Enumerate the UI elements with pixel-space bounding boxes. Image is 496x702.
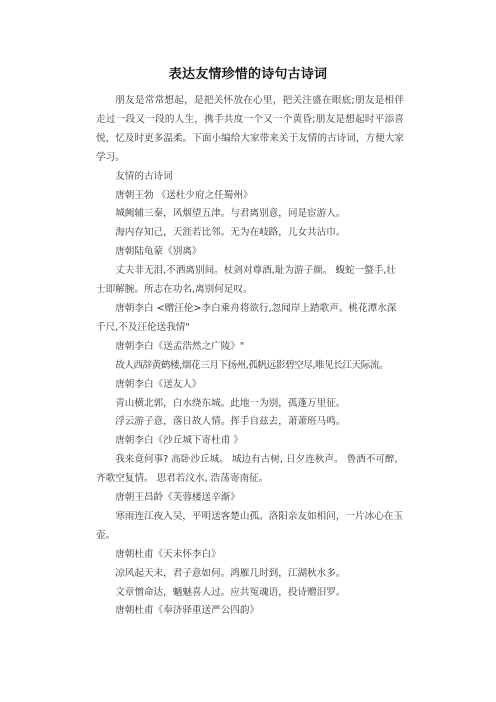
poem-line: 丈夫非无泪,不洒离别间。杖剑对尊酒,耻为游子颜。 蝮蛇一螫手,壮士即解腕。所志在功名,离别何足叹。 (96, 265, 397, 296)
poem-line: 海内存知己，天涯若比邻。无为在岐路，儿女共沾巾。 (115, 227, 346, 239)
poem-title: 唐朝杜甫《奉济驿重送严公四韵》 (115, 605, 260, 617)
document-title: 表达友情珍惜的诗句古诗词 (168, 67, 328, 82)
poem-title: 唐朝杜甫《天末怀李白》 (115, 548, 221, 560)
poem-line: 浮云游子意，落日故人情。挥手自兹去，萧萧班马鸣。 (115, 416, 346, 428)
poem-title: 唐朝李白《送孟浩然之广陵》" (115, 340, 245, 352)
poem-line: 我来竟何事? 高卧沙丘城。 城边有古树, 日夕连秋声。 鲁酒不可醉, 齐歌空复情。 思君若汶水, 浩荡寄南征。 (96, 454, 398, 485)
section-heading: 友情的古诗词 (115, 170, 173, 182)
document-body (96, 92, 404, 621)
poem-line: 文章憎命达，魑魅喜人过。应共冤魂语，投诗赠汨罗。 (115, 586, 346, 598)
poem-title: 唐朝李白《沙丘城下寄杜甫 》 (115, 435, 243, 447)
poem-line: 凉风起天末，君子意如何。鸿雁几时到，江湖秋水多。 (115, 567, 346, 579)
poem-title: 唐朝王昌龄《芙蓉楼送辛渐》 (115, 492, 240, 504)
poem-line: 青山横北郭，白水绕东城。此地一为别，孤蓬万里征。 (115, 397, 346, 409)
poem-title: 唐朝王勃 《送杜少府之任蜀州》 (115, 189, 253, 201)
poem-line: 唐朝李白 <赠汪伦>李白乘舟将欲行,忽闻岸上踏歌声。桃花潭水深千尺,不及汪伦送我情" (96, 302, 397, 333)
poem-line: 城阙辅三秦，风烟望五津。与君离别意，同是宦游人。 (115, 208, 346, 220)
poem-title: 唐朝李白《送友人》 (115, 378, 202, 390)
poem-line: 寒雨连江夜入吴，平明送客楚山孤。洛阳亲友如相问，一片冰心在玉壶。 (96, 510, 403, 541)
intro-paragraph: 朋友是常常想起，是把关怀放在心里，把关注盛在眼底;朋友是相伴走过一段又一段的人生，携手共度一个又一个黄昏;朋友是想起时平添喜悦，忆及时更多温柔。下面小编给大家带来关于友情的古诗词，方便大家学习。 (96, 95, 404, 163)
poem-line: 故人西辞黄鹤楼,烟花三月下扬州,孤帆远影碧空尽,唯见长江天际流。 (115, 359, 389, 371)
poem-title: 唐朝陆龟蒙《别离》 (115, 246, 202, 258)
